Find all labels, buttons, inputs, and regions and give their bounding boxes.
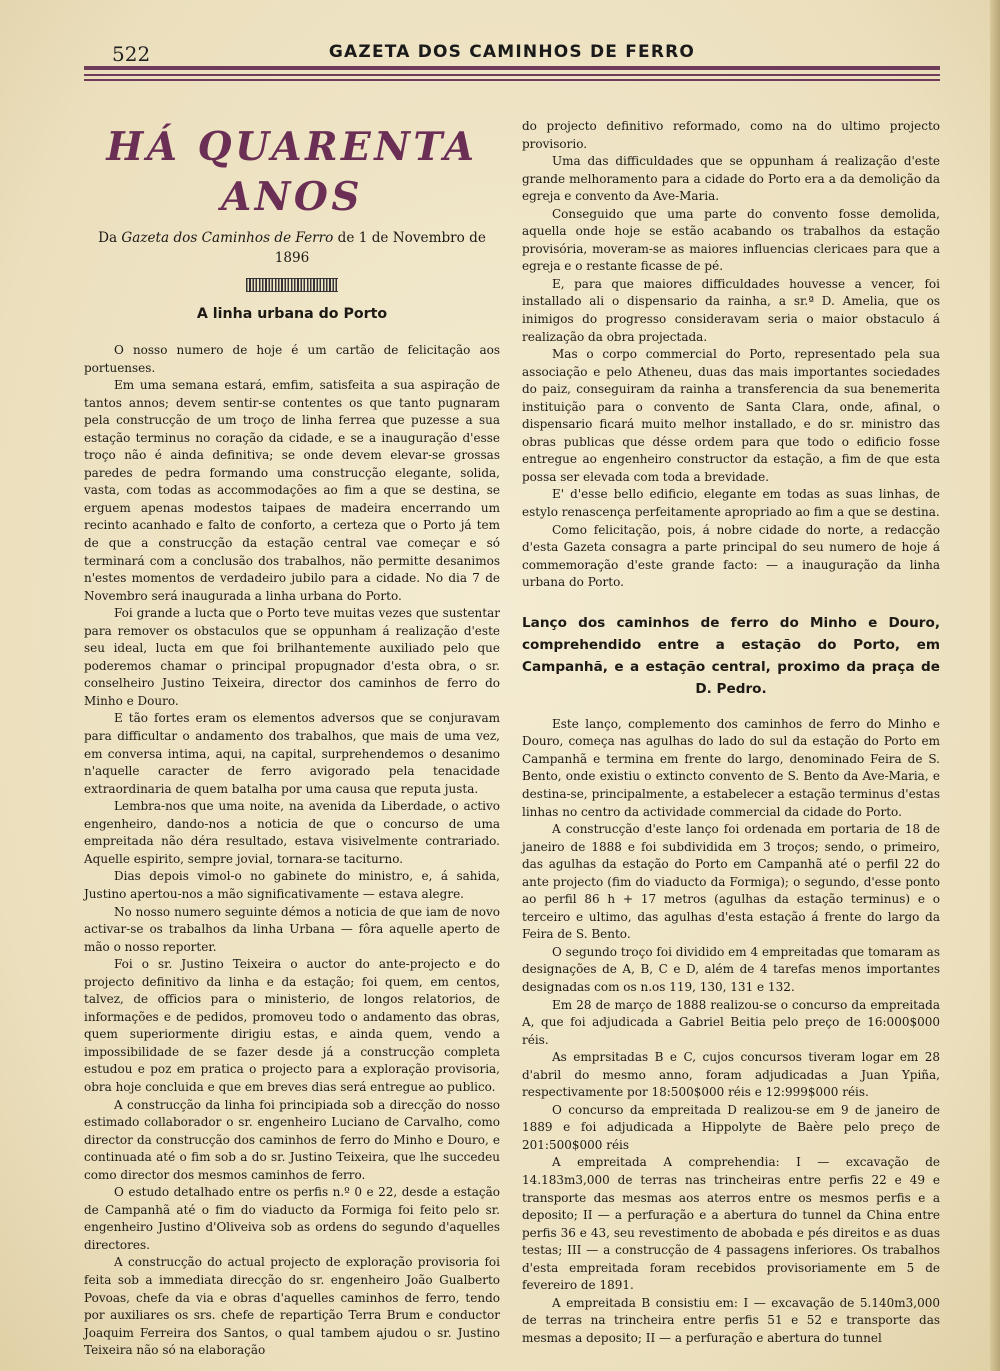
paragraph: As emprsitadas B e C, cujos concursos tiveram logar em 28 d'abril do mesmo anno, foram adjudicadas a Juan Ypiña, respectivamente por 18:500$000 réis e 12:999$000 réis. [522, 1050, 940, 1100]
paragraph: O segundo troço foi dividido em 4 empreitadas que tomaram as designações de A, B, C e D, além de 4 tarefas menos importantes designadas com os n.os 119, 130, 131 e 132. [522, 944, 940, 994]
source-prefix: Da [98, 230, 122, 246]
paragraph: do projecto definitivo reformado, como na do ultimo projecto provisorio. [522, 119, 940, 151]
source-suffix: de 1 de Novembro de 1896 [274, 230, 486, 266]
paragraph: Mas o corpo commercial do Porto, representado pela sua associação e pelo Atheneu, duas das mais importantes sociedades do paiz, conseguiram da rainha a transferencia da sua benemerita instituição para o convento de Santa Clara, onde, afinal, o dispensario ficará muito melhor installado, e do sr. ministro das obras publicas que désse ordem para que todo o edificio fosse entregue ao engenheiro constructor da estação, a fim de que esta possa ser elevada com toda a brevidade. [522, 347, 940, 484]
journal-title: GAZETA DOS CAMINHOS DE FERRO [328, 42, 696, 62]
header-rule-thick [84, 66, 940, 70]
page-number: 522 [112, 42, 151, 66]
right-column [522, 118, 940, 1347]
paragraph: A construcção d'este lanço foi ordenada em portaria de 18 de janeiro de 1888 e foi subdividida em 3 troços; sendo, o primeiro, das agulhas da estação do Porto em Campanhã até o perfil 22 do ante projecto (fim do viaducto da Formiga); o segundo, d'esse ponto ao perfil 86 h + 17 metros (agulhas da estação terminus) e o terceiro e ultimo, das agulhas d'esta estação á frente do largo da Feira de S. Bento. [522, 822, 940, 942]
paragraph: Foi o sr. Justino Teixeira o auctor do ante-projecto e do projecto definitivo da linha e da estação; foi quem, em centos, talvez, de officios para o ministerio, de longos relatorios, de informações e de pedidos, promoveu todo o andamento das obras, quem superiormente dirigiu estas, e ainda quem, vendo a impossibilidade de se fazer desde já a construcção completa estudou e poz em pratica o projecto para a exploração provisoria, obra hoje concluida e que em breves dias será entregue ao publico. [84, 957, 500, 1094]
paragraph: E, para que maiores difficuldades houvesse a vencer, foi installado ali o dispensario da rainha, a sr.ª D. Amelia, que os inimigos do progresso consideravam seria o maior obstaculo á realização da obra projectada. [522, 276, 940, 344]
paragraph: E' d'esse bello edificio, elegante em todas as suas linhas, de estylo renascença perfeitamente apropriado ao fim a que se destina. [522, 487, 940, 520]
paragraph: Conseguido que uma parte do convento fosse demolida, aquella onde hoje se estão acabando os trabalhos da estação provisória, moveram-se as maiores influencias clericaes para que a egreja e o restante ficasse de pé. [522, 206, 940, 274]
paragraph: Dias depois vimol-o no gabinete do ministro, e, á sahida, Justino apertou-nos a mão significativamente — estava alegre. [84, 869, 500, 901]
header-rule-thin [84, 79, 940, 81]
page-edge-shadow [990, 0, 1000, 1371]
header-rule-thin [84, 74, 940, 76]
page-header [84, 40, 940, 64]
article-heading: A linha urbana do Porto [196, 306, 388, 322]
ornament-divider [246, 278, 338, 292]
paragraph: No nosso numero seguinte démos a noticia de que iam de novo activar-se os trabalhos da linha Urbana — fôra aquelle aperto de mão o nosso reporter. [84, 904, 500, 954]
paragraph: A construcção do actual projecto de exploração provisoria foi feita sob a immediata direcção do sr. engenheiro João Gualberto Povoas, chefe da via e obras d'aquelles caminhos de ferro, tendo por auxiliares os srs. chefe de repartição Terra Brum e conductor Joaquim Ferreira dos Santos, o qual tambem ajudou o sr. Justino Teixeira não só na elaboração [84, 1255, 500, 1358]
paragraph: A empreitada B consistiu em: I — excavação de 5.140m3,000 de terras na trincheira entre perfis 51 e 52 e transporte das mesmas a deposito; II — a perfuração e abertura do tunnel [522, 1295, 940, 1345]
paragraph: A construcção da linha foi principiada sob a direcção do nosso estimado collaborador o sr. engenheiro Luciano de Carvalho, como director da construcção dos caminhos de ferro do Minho e Douro, e continuada até o fim sob a do sr. Justino Teixeira, que lhe succedeu como director dos mesmos caminhos de ferro. [84, 1097, 500, 1182]
paragraph: Lembra-nos que uma noite, na avenida da Liberdade, o activo engenheiro, dando-nos a noticia de que o concurso de uma empreitada não déra resultado, estava visivelmente contrariado. Aquelle espirito, sempre jovial, tornara-se taciturno. [84, 799, 500, 866]
paragraph: A empreitada A comprehendia: I — excavação de 14.183m3,000 de terras nas trincheiras entre perfis 22 e 49 e transporte das mesmas aos aterros entre os mesmos perfis e a deposito; II — a perfuração e a abertura do tunnel da China entre perfis 36 e 43, seu revestimento de abobada e pés direitos e as duas testas; III — a construcção de 4 passagens inferiores. Os trabalhos d'esta empreitada foram recebidos provisoriamente em 5 de fevereiro de 1891. [522, 1155, 940, 1293]
section-source-line [84, 228, 500, 268]
paragraph: O concurso da empreitada D realizou-se em 9 de janeiro de 1889 e foi adjudicada a Hippolyte de Baère pelo preço de 201:500$000 réis [522, 1102, 940, 1152]
paragraph: Como felicitação, pois, á nobre cidade do norte, a redacção d'esta Gazeta consagra a parte principal do seu numero de hoje á commemoração d'este grande facto: — a inauguração da linha urbana do Porto. [522, 522, 940, 590]
section-title: HÁ QUARENTA ANOS [106, 124, 478, 220]
paragraph: O estudo detalhado entre os perfis n.º 0 e 22, desde a estação de Campanhã até o fim do viaducto da Formiga foi feito pelo sr. engenheiro Justino d'Oliveiva sob as ordens do segundo d'aquelles directores. [84, 1185, 500, 1252]
paragraph: Em uma semana estará, emfim, satisfeita a sua aspiração de tantos annos; devem sentir-se contentes os que tanto pugnaram pela construcção de um troço de linha ferrea que puzesse a sua estação terminus no coração da cidade, e se a inauguração d'esse troço não é ainda definitiva; se onde devem elevar-se grossas paredes de pedra formando uma construcção elegante, solida, vasta, com todas as accommodações ao fim a que se destina, se erguem apenas modestos taipaes de madeira encerrando um recinto acanhado e falto de conforto, a certeza que o Porto já tem de que a construcção da estação central vae começar e só terminará com a conclusão dos trabalhos, não permitte desanimos n'estes momentos de verdadeiro jubilo para a cidade. No dia 7 de Novembro será inaugurada a linha urbana do Porto. [84, 378, 500, 603]
paragraph: Em 28 de março de 1888 realizou-se o concurso da empreitada A, que foi adjudicada a Gabriel Beitia pelo preço de 16:000$000 réis. [522, 997, 940, 1047]
paragraph: Este lanço, complemento dos caminhos de ferro do Minho e Douro, começa nas agulhas do lado do sul da estação do Porto em Campanhã e termina em frente do largo, denominado Feira de S. Bento, onde existiu o extincto convento de S. Bento da Ave-Maria, e destina-se, principalmente, a estabelecer a estação terminus d'estas linhas no centro da actividade commercial da cidade do Porto. [522, 716, 940, 819]
paragraph: Uma das difficuldades que se oppunham á realização d'este grande melhoramento para a cidade do Porto era a da demolição da egreja e convento da Ave-Maria. [522, 154, 940, 204]
paragraph: Foi grande a lucta que o Porto teve muitas vezes que sustentar para remover os obstaculos que se oppunham á realização d'este seu ideal, lucta em que foi brilhantemente auxiliado pelo que poderemos chamar o principal propugnador d'esta obra, o sr. conselheiro Justino Teixeira, director dos caminhos de ferro do Minho e Douro. [84, 606, 500, 708]
paragraph: E tão fortes eram os elementos adversos que se conjuravam para difficultar o andamento dos trabalhos, que mais de uma vez, em conversa intima, aqui, na capital, surprehendemos o desanimo n'aquelle caracter de ferro avigorado pela tenacidade extraordinaria de quem batalha por uma causa que reputa justa. [84, 711, 500, 796]
article-heading: Lanço dos caminhos de ferro do Minho e Douro, comprehendido entre a estação do Porto, em Campanhã, e a estação central, proximo da praça de D. Pedro. [522, 614, 940, 697]
paragraph: O nosso numero de hoje é um cartão de felicitação aos portuenses. [84, 343, 500, 375]
left-column [84, 118, 500, 1360]
source-journal: Gazeta dos Caminhos de Ferro [121, 230, 334, 246]
